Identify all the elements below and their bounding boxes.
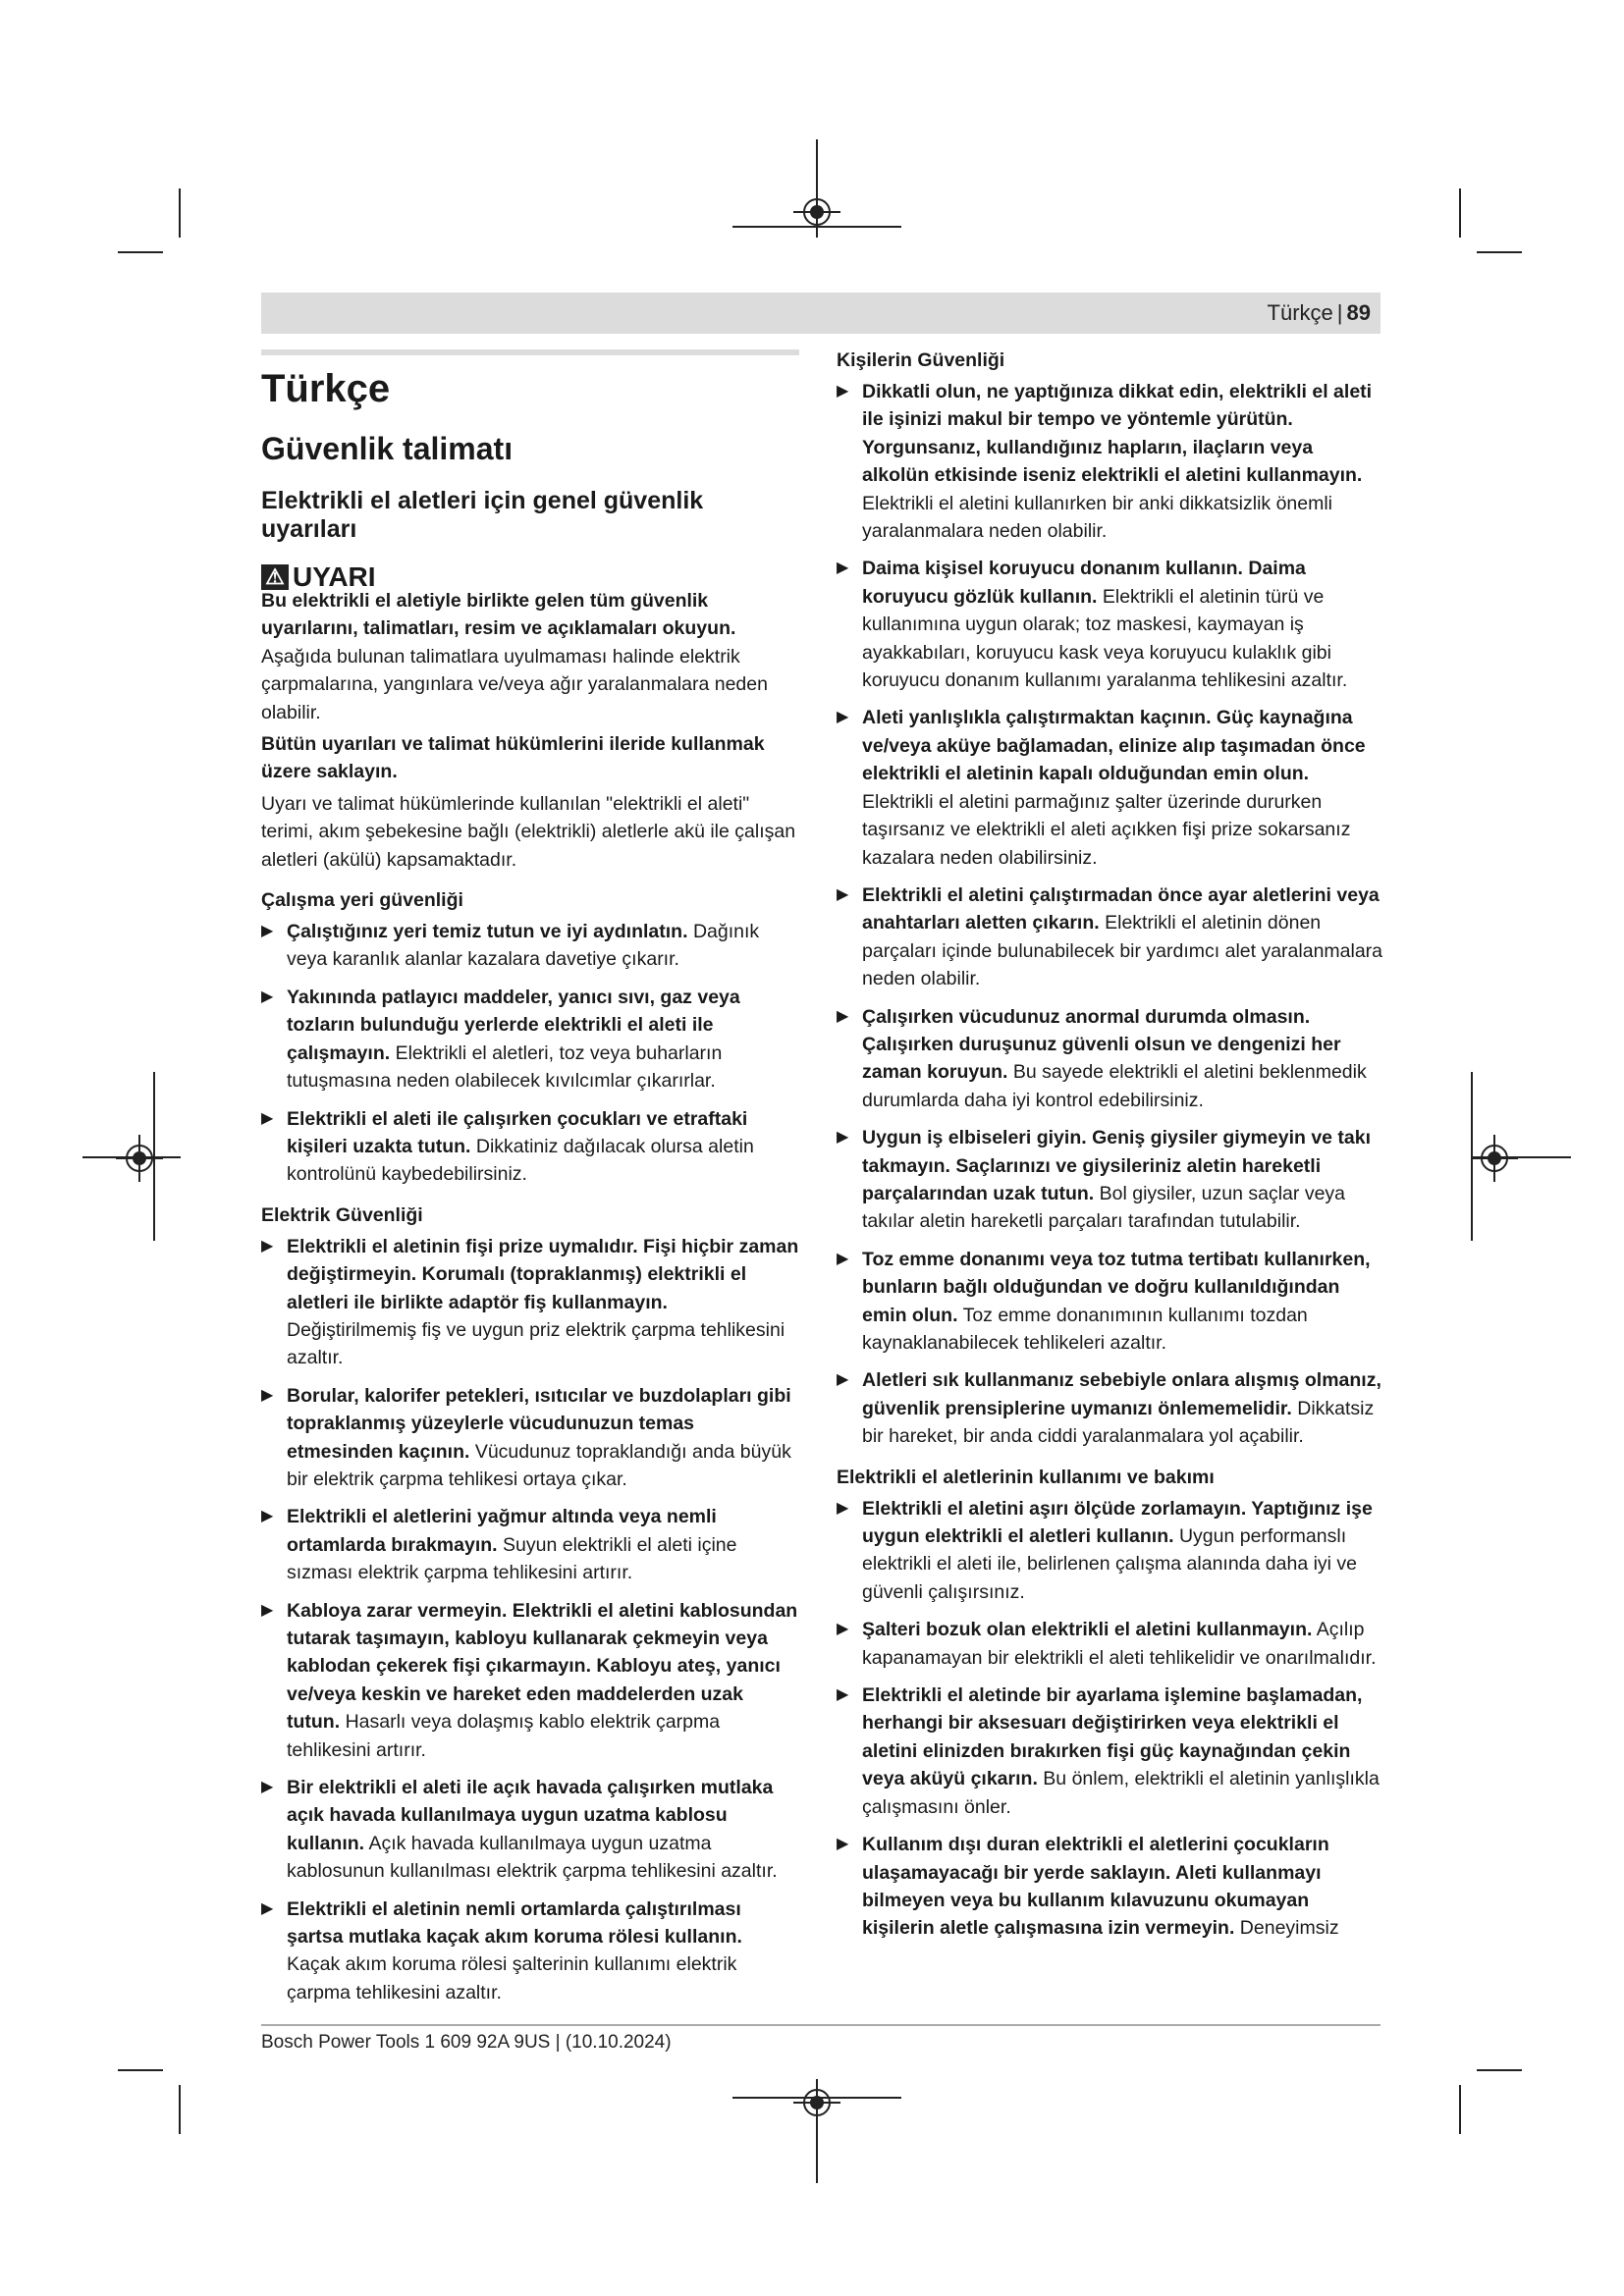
list-item (837, 1616, 1382, 1672)
item-text: Elektrikli el aletini parmağınız şalter üzerinde dururken taşırsanız ve elektrikli el aleti açıkken fişi prize sokarsanız kazalara neden olabilirsiniz. (862, 790, 1351, 869)
bullet-arrow-icon: ▶ (837, 709, 849, 726)
item-lead: Elektrikli el aletinin fişi prize uymalıdır. Fişi hiçbir zaman değiştirmeyin. Korumalı (topraklanmış) elektrikli el aletleri ile birlikte adaptör fiş kullanmayın. (287, 1235, 799, 1313)
crop-mark (118, 2069, 163, 2071)
bullet-arrow-icon: ▶ (837, 1371, 849, 1389)
item-lead: Elektrikli el aletini aşırı ölçüde zorlamayın. Yaptığınız işe uygun elektrikli el aletleri kullanın. (862, 1497, 1373, 1548)
warning-block (261, 560, 799, 614)
item-text: Toz emme donanımının kullanımı tozdan kaynaklanabilecek tehlikeleri azaltır. (862, 1304, 1308, 1354)
list-item (837, 1495, 1382, 1607)
column-rule (261, 349, 799, 355)
left-column (261, 349, 799, 2016)
footer-text: Bosch Power Tools 1 609 92A 9US | (10.10.2024) (261, 2032, 672, 2053)
list-item (261, 1503, 799, 1586)
warning-triangle-icon: ⚠ (261, 564, 289, 590)
registration-mark-icon (126, 1145, 153, 1172)
bullet-arrow-icon: ▶ (837, 1621, 849, 1638)
item-text: Deneyimsiz (1239, 1917, 1339, 1940)
list-item (261, 1233, 799, 1372)
crop-mark (179, 188, 181, 238)
tool-use-list (837, 1495, 1382, 1943)
bullet-arrow-icon: ▶ (261, 1601, 274, 1619)
bullet-arrow-icon: ▶ (261, 1237, 274, 1255)
item-lead: Elektrikli el aletinde bir ayarlama işlemine başlamadan, herhangi bir aksesuarı değiştirirken veya elektrikli el aletini elinizden bırakırken fişi güç kaynağından çekin veya aküyü çıkarın. (862, 1684, 1363, 1790)
page-title: Türkçe (261, 367, 391, 410)
item-text: Uygun performanslı elektrikli el aleti ile, belirlenen çalışma alanında daha iyi ve güvenli çalışırsınız. (862, 1525, 1358, 1603)
item-lead: Aleti yanlışlıkla çalıştırmaktan kaçının. Güç kaynağına ve/veya aküye bağlamadan, elinize alıp taşımadan önce elektrikli el aletinin kapalı olduğundan emin olun. (862, 707, 1366, 785)
bullet-arrow-icon: ▶ (261, 1508, 274, 1525)
list-item (837, 1124, 1382, 1236)
crop-mark (1459, 188, 1461, 238)
item-text: Bu önlem, elektrikli el aletinin yanlışlıkla çalışmasını önler. (862, 1768, 1380, 1818)
item-text: Değiştirilmemiş fiş ve uygun priz elektrik çarpma tehlikesini azaltır. (287, 1318, 785, 1369)
crop-mark (1477, 251, 1522, 253)
footer-rule (261, 2024, 1380, 2026)
list-item (837, 1831, 1382, 1943)
item-text: Vücudunuz topraklandığı anda büyük bir elektrik çarpma tehlikesi ortaya çıkar. (287, 1440, 791, 1490)
bullet-arrow-icon: ▶ (261, 1386, 274, 1404)
list-item (837, 1246, 1382, 1358)
registration-mark-icon (803, 2089, 831, 2116)
bullet-arrow-icon: ▶ (837, 885, 849, 903)
item-lead: Elektrikli el aleti ile çalışırken çocukları ve etraftaki kişileri uzakta tutun. (287, 1107, 748, 1157)
bullet-arrow-icon: ▶ (837, 1250, 849, 1267)
list-item (837, 704, 1382, 871)
bullet-arrow-icon: ▶ (837, 1129, 849, 1147)
item-lead: Yakınında patlayıcı maddeler, yanıcı sıvı, gaz veya tozların bulunduğu yerlerde elektrikli el aleti ile çalışmayın. (287, 986, 740, 1064)
item-lead: Şalteri bozuk olan elektrikli el aletini kullanmayın. (862, 1619, 1313, 1641)
bullet-arrow-icon: ▶ (261, 1779, 274, 1796)
item-text: Suyun elektrikli el aleti içine sızması elektrik çarpma tehlikesini artırır. (287, 1533, 737, 1584)
item-text: Hasarlı veya dolaşmış kablo elektrik çarpma tehlikesini artırır. (287, 1711, 721, 1761)
header-language: Türkçe (1267, 300, 1333, 325)
crop-mark (1477, 2069, 1522, 2071)
item-text: Elektrikli el aletini kullanırken bir anki dikkatsizlik önemli yaralanmalara neden olabilir. (862, 492, 1333, 543)
work-area-list (261, 918, 799, 1189)
crop-mark (179, 2085, 181, 2134)
list-item (837, 1003, 1382, 1115)
item-lead: Uygun iş elbiseleri giyin. Geniş giysiler giymeyin ve takı takmayın. Saçlarınızı ve giysileriniz aletin hareketli parçalarından uzak tutun. (862, 1127, 1372, 1204)
bullet-arrow-icon: ▶ (837, 1499, 849, 1517)
list-item (261, 1597, 799, 1764)
list-item (261, 984, 799, 1095)
item-lead: Aletleri sık kullanmanız sebebiyle onlara alışmış olmanız, güvenlik prensiplerine uymanızı önlememelidir. (862, 1369, 1381, 1419)
electrical-list (261, 1233, 799, 2007)
right-column (837, 349, 1382, 1952)
item-lead: Daima kişisel koruyucu donanım kullanın. Daima koruyucu gözlük kullanın. (862, 558, 1306, 608)
section-heading-tool-use: Elektrikli el aletlerinin kullanımı ve bakımı (837, 1466, 1215, 1488)
bullet-arrow-icon: ▶ (261, 1899, 274, 1917)
item-lead: Elektrikli el aletini çalıştırmadan önce ayar aletlerini veya anahtarları aletten çıkarın. (862, 883, 1380, 934)
bullet-arrow-icon: ▶ (261, 923, 274, 940)
list-item (261, 1774, 799, 1886)
section-heading-personal: Kişilerin Güvenliği (837, 349, 1005, 371)
item-lead: Borular, kalorifer petekleri, ısıtıcılar ve buzdolapları gibi topraklanmış yüzeylerle vücudunuzun temas etmesinden kaçının. (287, 1384, 791, 1463)
item-text: Açık havada kullanılmaya uygun uzatma kablosunun kullanılması elektrik çarpma tehlikesini azaltır. (287, 1832, 778, 1883)
crop-mark (118, 251, 163, 253)
item-lead: Çalıştığınız yeri temiz tutun ve iyi aydınlatın. (287, 921, 688, 943)
item-text: Elektrikli el aletleri, toz veya buharların tutuşmasına neden olabilecek kıvılcımlar çıkarırlar. (287, 1041, 723, 1093)
registration-mark-icon (1481, 1145, 1508, 1172)
item-text: Elektrikli el aletinin türü ve kullanımına uygun olarak; toz maskesi, kaymayan iş ayakkabıları, koruyucu kask veya koruyucu kulaklık gibi koruyucu donanım kullanımı yaralanma tehlikesini azaltır. (862, 585, 1348, 692)
section-title: Güvenlik talimatı (261, 431, 514, 466)
registration-mark-icon (803, 198, 831, 226)
item-text: Dağınık veya karanlık alanlar kazalara davetiye çıkarır. (287, 921, 760, 971)
list-item (837, 881, 1382, 993)
item-lead: Dikkatli olun, ne yaptığınıza dikkat edin, elektrikli el aleti ile işinizi makul bir tempo ve yöntemle yürütün. Yorgunsanız, kullandığınız hapların, ilaçların veya alkolün etkisinde iseniz elektrikli el aletini kullanmayın. (862, 381, 1373, 487)
bullet-arrow-icon: ▶ (837, 560, 849, 577)
bullet-arrow-icon: ▶ (837, 1007, 849, 1025)
warning-body: Aşağıda bulunan talimatlara uyulmaması halinde elektrik çarpmalarına, yangınlara ve/veya ağır yaralanmalara neden olabilir. (261, 645, 768, 723)
keep-note: Bütün uyarıları ve talimat hükümlerini ileride kullanmak üzere saklayın. (261, 733, 765, 783)
warning-lead-text: Bu elektrikli el aletiyle birlikte gelen tüm güvenlik uyarılarını, talimatları, resim ve açıklamaları okuyun. (261, 590, 736, 640)
bullet-arrow-icon: ▶ (837, 1836, 849, 1853)
list-item (261, 1382, 799, 1494)
item-text: Bu sayede elektrikli el aletini beklenmedik durumlarda daha iyi kontrol edebilirsiniz. (862, 1061, 1367, 1111)
item-text: Açılıp kapanamayan bir elektrikli el aleti tehlikelidir ve onarılmalıdır. (862, 1619, 1377, 1669)
bullet-arrow-icon: ▶ (837, 383, 849, 400)
page-number: 89 (1346, 300, 1371, 325)
item-text: Dikkatsiz bir hareket, bir anda ciddi yaralanmalara yol açabilir. (862, 1397, 1375, 1448)
list-item (261, 1105, 799, 1189)
list-item (837, 378, 1382, 545)
item-lead: Toz emme donanımı veya toz tutma tertibatı kullanırken, bunların bağlı olduğundan ve doğru kullanıldığından emin olun. (862, 1248, 1371, 1326)
list-item (837, 1366, 1382, 1450)
subsection-title: Elektrikli el aletleri için genel güvenlik uyarıları (261, 487, 704, 543)
item-lead: Çalışırken vücudunuz anormal durumda olmasın. Çalışırken duruşunuz güvenli olsun ve dengenizi her zaman koruyun. (862, 1005, 1341, 1084)
crop-mark (1459, 2085, 1461, 2134)
list-item (837, 555, 1382, 694)
section-heading-electrical: Elektrik Güvenliği (261, 1203, 423, 1226)
warning-label (261, 561, 376, 593)
item-lead: Kullanım dışı duran elektrikli el aletlerini çocukların ulaşamayacağı bir yerde saklayın. Aleti kullanmayı bilmeyen veya bu kullanım kılavuzunu okumayan kişilerin aletle çalışmasına izin vermeyin. (862, 1834, 1329, 1940)
list-item (837, 1682, 1382, 1821)
term-note: Uyarı ve talimat hükümlerinde kullanılan "elektrikli el aleti" terimi, akım şebekesine bağlı (elektrikli) aletlerle akü ile çalışan aletleri (akülü) kapsamaktadır. (261, 792, 796, 871)
item-lead: Elektrikli el aletinin nemli ortamlarda çalıştırılması şartsa mutlaka kaçak akım koruma rölesi kullanın. (287, 1897, 742, 1949)
item-lead: Bir elektrikli el aleti ile açık havada çalışırken mutlaka açık havada kullanılmaya uygun uzatma kablosu kullanın. (287, 1777, 774, 1854)
list-item (261, 1896, 799, 2007)
item-lead: Kabloya zarar vermeyin. Elektrikli el aletini kablosundan tutarak taşımayın, kabloyu kullanarak çekmeyin veya kablodan çekerek fişi çıkarmayın. Kabloyu ateş, yanıcı ve/veya keskin ve hareket eden maddelerden uzak tutun. (287, 1599, 798, 1734)
running-header (261, 293, 1380, 334)
header-text: Türkçe | 89 (1267, 300, 1371, 325)
bullet-arrow-icon: ▶ (261, 988, 274, 1005)
personal-list (837, 378, 1382, 1451)
item-text: Elektrikli el aletinin dönen parçaları içinde bulunabilecek bir yardımcı alet yaralanmalara neden olabilir. (862, 912, 1383, 990)
bullet-arrow-icon: ▶ (261, 1109, 274, 1127)
item-lead: Elektrikli el aletlerini yağmur altında veya nemli ortamlarda bırakmayın. (287, 1506, 717, 1556)
item-text: Dikkatiniz dağılacak olursa aletin kontrolünü kaybedebilirsiniz. (287, 1135, 754, 1186)
item-text: Kaçak akım koruma rölesi şalterinin kullanımı elektrik çarpma tehlikesini azaltır. (287, 1953, 737, 2003)
list-item (261, 918, 799, 974)
section-heading-work-area: Çalışma yeri güvenliği (261, 889, 463, 912)
warning-label-text: UYARI (293, 561, 376, 592)
item-text: Bol giysiler, uzun saçlar veya takılar aletin hareketli parçaları tarafından tutulabilir. (862, 1182, 1346, 1233)
bullet-arrow-icon: ▶ (837, 1686, 849, 1704)
